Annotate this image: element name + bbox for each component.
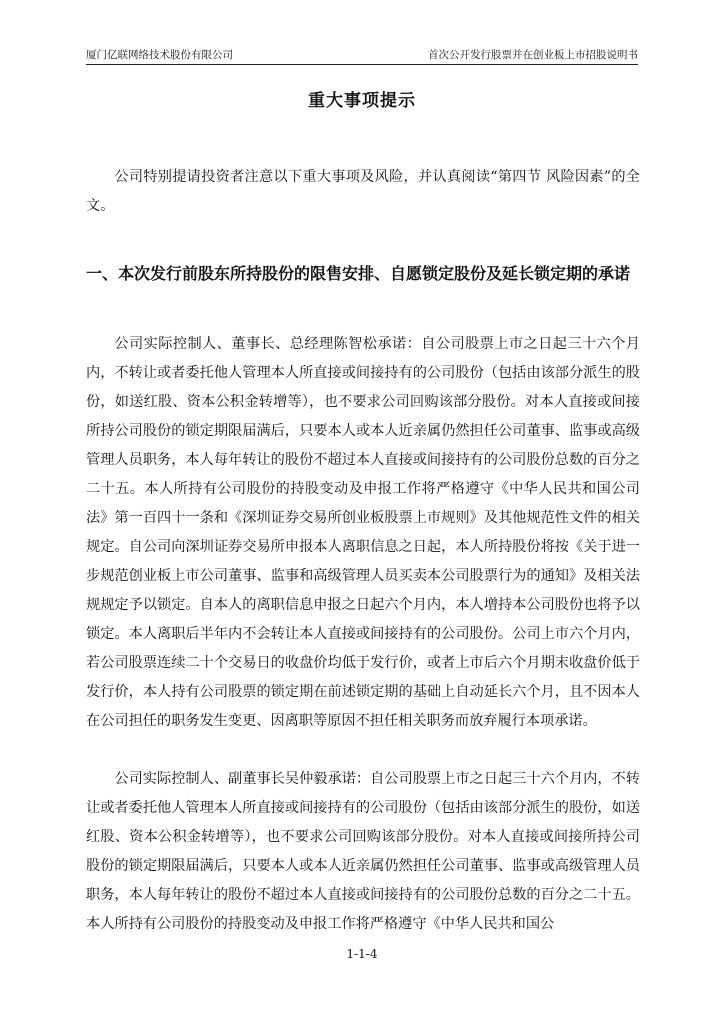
commitment-paragraph: 公司实际控制人、董事长、总经理陈智松承诺：自公司股票上市之日起三十六个月内，不转让或者委托他人管理本人所直接或间接持有的公司股份（包括由该部分派生的股份，如送红股、资本公积金转增等），也不要求公司回购该部分股份。对本人直接或间接所持公司股份的锁定期限届满后，只要本人或本人近亲属仍然担任公司董事、监事或高级管理人员职务，本人每年转让的股份不超过本人直接或间接持有的公司股份总数的百分之二十五。本人所持有公司股份的持股变动及申报工作将严格遵守《中华人民共和国公司法》第一百四十一条和《深圳证券交易所创业板股票上市规则》及其他规范性文件的相关规定。自公司向深圳证券交易所申报本人离职信息之日起，本人所持股份将按《关于进一步规范创业板上市公司董事、监事和高级管理人员买卖本公司股票行为的通知》及相关法规规定予以锁定。自本人的离职信息申报之日起六个月内，本人增持本公司股份也将予以锁定。本人离职后半年内不会转让本人直接或间接持有的公司股份。公司上市六个月内，若公司股票连续二十个交易日的收盘价均低于发行价，或者上市后六个月期末收盘价低于发行价，本人持有公司股票的锁定期在前述锁定期的基础上自动延长六个月，且不因本人在公司担任的职务发生变更、因离职等原因不担任相关职务而放弃履行本项承诺。 [86,336,640,729]
commitment-paragraph: 公司实际控制人、副董事长吴仲毅承诺：自公司股票上市之日起三十六个月内，不转让或者委托他人管理本人所直接或间接持有的公司股份（包括由该部分派生的股份，如送红股、资本公积金转增等），也不要求公司回购该部分股份。对本人直接或间接所持公司股份的锁定期限届满后，只要本人或本人近亲属仍然担任公司董事、监事或高级管理人员职务，本人每年转让的股份不超过本人直接或间接持有的公司股份总数的百分之二十五。本人所持有公司股份的持股变动及申报工作将严格遵守《中华人民共和国公 [86,771,640,932]
page-number: 1-1-4 [346,947,378,961]
section-heading: 一、本次发行前股东所持股份的限售安排、自愿锁定股份及延长锁定期的承诺 [86,264,631,283]
page-title: 重大事项提示 [308,91,416,111]
header-company-name: 厦门亿联网络技术股份有限公司 [86,49,233,61]
header-document-title: 首次公开发行股票并在创业板上市招股说明书 [428,49,638,61]
page-header [86,46,638,65]
intro-paragraph: 公司特别提请投资者注意以下重大事项及风险，并认真阅读“第四节 风险因素”的全文。 [86,169,640,214]
